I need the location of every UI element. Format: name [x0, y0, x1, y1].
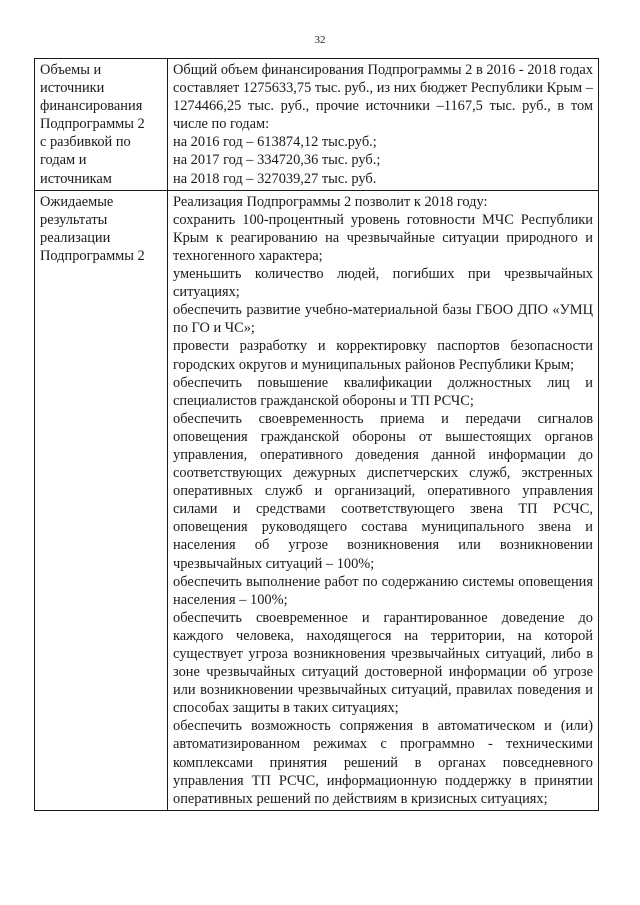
result-item: обеспечить своевременность приема и передачи сигналов оповещения гражданской обороны от вышестоящих органов управления, оперативного доведения данной информации до соответствующих дежурных диспетчерских служб, экстренных оперативных служб и организаций, оперативного управления силами и средствами соответствующего звена ТП РСЧС, оповещения руководящего состава муниципального звена и населения об угрозе возникновения или возникновении чрезвычайных ситуаций – 100%;	[173, 410, 593, 572]
subprogram-passport-table	[34, 58, 599, 811]
label-line: результаты	[40, 211, 108, 228]
content-cell-funding	[168, 59, 599, 191]
table-row-funding	[35, 59, 599, 191]
label-line: годам и	[40, 152, 87, 169]
result-item: обеспечить возможность сопряжения в автоматическом и (или) автоматизированном режимах с программно - техническими комплексами принятия решений в органах повседневного управления ТП РСЧС, информационную поддержку в принятии оперативных решений по действиям в кризисных ситуациях;	[173, 718, 593, 807]
funding-year-2017: на 2017 год – 334720,36 тыс. руб.;	[173, 152, 381, 169]
results-intro: Реализация Подпрограммы 2 позволит к 2018 году:	[173, 193, 488, 210]
label-line: с разбивкой по	[40, 134, 131, 151]
content-cell-results	[168, 190, 599, 810]
result-item: обеспечить своевременное и гарантированное доведение до каждого человека, находящегося на территории, на которой существует угроза возникновения чрезвычайных ситуаций, либо в зоне чрезвычайных ситуаций достоверной информации об угрозе или возникновении чрезвычайных ситуаций, правилах поведения и способах защиты в таких ситуациях;	[173, 609, 593, 717]
page-number: 32	[314, 34, 326, 46]
label-line: финансирования	[40, 98, 143, 115]
result-item: уменьшить количество людей, погибших при чрезвычайных ситуациях;	[173, 266, 593, 301]
label-line: Подпрограммы 2	[40, 247, 145, 264]
label-line: Ожидаемые	[40, 193, 114, 210]
label-line: реализации	[40, 229, 111, 246]
funding-year-2018: на 2018 год – 327039,27 тыс. руб.	[173, 170, 377, 187]
funding-summary: Общий объем финансирования Подпрограммы 2 в 2016 - 2018 годах составляет 1275633,75 тыс. руб., из них бюджет Республики Крым – 1274466,25 тыс. руб., прочие источники –1167,5 тыс. руб., в том числе по годам:	[173, 62, 593, 133]
label-line: Объемы и	[40, 62, 102, 78]
result-item: обеспечить повышение квалификации должностных лиц и специалистов гражданской обороны и ТП РСЧС;	[173, 374, 593, 409]
label-cell-funding	[35, 59, 168, 191]
result-item: сохранить 100-процентный уровень готовности МЧС Республики Крым к реагированию на чрезвычайные ситуации природного и техногенного характера;	[173, 211, 593, 264]
result-item: провести разработку и корректировку паспортов безопасности городских округов и муниципальных районов Республики Крым;	[173, 338, 593, 373]
label-line: Подпрограммы 2	[40, 116, 145, 133]
label-line: источникам	[40, 170, 112, 187]
label-line: источники	[40, 80, 105, 97]
result-item: обеспечить выполнение работ по содержанию системы оповещения населения – 100%;	[173, 573, 593, 608]
result-item: обеспечить развитие учебно-материальной базы ГБОО ДПО «УМЦ по ГО и ЧС»;	[173, 302, 593, 337]
table-row-expected-results	[35, 190, 599, 810]
label-cell-results	[35, 190, 168, 810]
funding-year-2016: на 2016 год – 613874,12 тыс.руб.;	[173, 134, 377, 151]
